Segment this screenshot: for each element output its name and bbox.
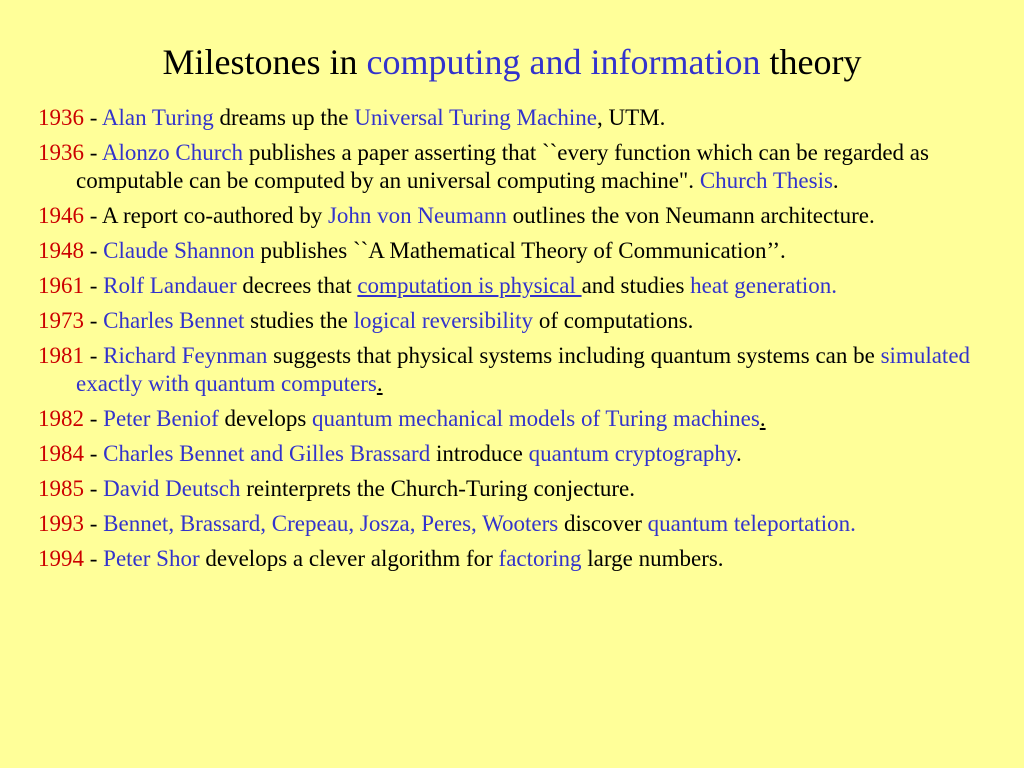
milestone-text: -: [84, 238, 104, 263]
milestone-year: 1936: [38, 140, 84, 165]
milestone-year: 1981: [38, 343, 84, 368]
milestone-highlight: Alan Turing: [101, 105, 214, 130]
milestone-highlight: Rolf Landauer: [103, 273, 237, 298]
milestone-year: 1961: [38, 273, 84, 298]
milestone-highlight: computation is physical: [357, 273, 582, 298]
milestone-text: - A report co-authored by: [84, 203, 328, 228]
milestone-year: 1993: [38, 511, 84, 536]
milestone-highlight: Peter Beniof: [103, 406, 219, 431]
milestone-text: and studies: [581, 273, 691, 298]
milestone-highlight: logical reversibility: [353, 308, 534, 333]
title-highlight: computing and information: [366, 42, 761, 82]
milestone-text: -: [84, 406, 104, 431]
milestone-year: 1946: [38, 203, 84, 228]
milestone-highlight: Bennet, Brassard, Crepeau, Josza, Peres, Wooters: [103, 511, 559, 536]
milestone-year: 1936: [38, 105, 84, 130]
slide-title: [0, 40, 1024, 84]
milestone-text: studies the: [244, 308, 354, 333]
milestone-item: [38, 545, 988, 573]
milestone-text: , UTM.: [597, 105, 666, 130]
milestone-item: [38, 307, 988, 335]
milestone-year: 1982: [38, 406, 84, 431]
milestone-text: -: [84, 546, 104, 571]
milestone-year: 1985: [38, 476, 84, 501]
milestone-year: 1994: [38, 546, 84, 571]
milestone-highlight: Universal Turing Machine: [354, 105, 598, 130]
milestone-text: -: [84, 308, 104, 333]
milestone-text: reinterprets the Church-Turing conjecture.: [240, 476, 636, 501]
milestone-text: discover: [558, 511, 648, 536]
milestone-highlight: quantum cryptography: [528, 441, 736, 466]
milestone-year: 1948: [38, 238, 84, 263]
milestone-highlight: Charles Bennet and Gilles Brassard: [103, 441, 431, 466]
milestone-text: suggests that physical systems including quantum systems can be: [267, 343, 881, 368]
milestone-text: -: [84, 511, 104, 536]
milestones-list: [38, 104, 988, 580]
milestone-text: introduce: [430, 441, 529, 466]
milestone-text: develops a clever algorithm for: [199, 546, 499, 571]
milestone-text: .: [376, 371, 383, 396]
milestone-text: large numbers.: [581, 546, 724, 571]
milestone-highlight: quantum mechanical models of Turing machines: [312, 406, 760, 431]
milestone-highlight: Alonzo Church: [101, 140, 244, 165]
milestone-text: -: [84, 273, 104, 298]
milestone-item: [38, 475, 988, 503]
milestone-item: [38, 342, 988, 398]
milestone-text: -: [84, 105, 102, 130]
milestone-highlight: quantum teleportation.: [647, 511, 856, 536]
milestone-text: dreams up the: [213, 105, 355, 130]
milestone-item: [38, 139, 988, 195]
milestone-item: [38, 104, 988, 132]
milestone-highlight: Church Thesis: [699, 168, 833, 193]
milestone-text: -: [84, 441, 104, 466]
milestone-highlight: simulated exactly with quantum computers: [76, 343, 971, 396]
milestone-text: publishes ``A Mathematical Theory of Communication’’.: [254, 238, 786, 263]
milestone-highlight: Charles Bennet: [103, 308, 245, 333]
milestone-highlight: heat generation.: [690, 273, 838, 298]
milestone-year: 1973: [38, 308, 84, 333]
milestone-text: .: [735, 441, 742, 466]
milestone-highlight: John von Neumann: [327, 203, 507, 228]
milestone-highlight: Richard Feynman: [103, 343, 268, 368]
milestone-text: -: [84, 343, 104, 368]
milestone-text: decrees that: [236, 273, 358, 298]
title-text-end: theory: [760, 42, 862, 82]
milestone-text: outlines the von Neumann architecture.: [506, 203, 875, 228]
milestone-item: [38, 510, 988, 538]
milestone-highlight: factoring: [498, 546, 582, 571]
milestone-highlight: Claude Shannon: [103, 238, 255, 263]
milestone-item: [38, 237, 988, 265]
milestone-text: -: [84, 140, 102, 165]
milestone-text: develops: [218, 406, 313, 431]
milestone-highlight: Peter Shor: [103, 546, 200, 571]
milestone-item: [38, 440, 988, 468]
milestone-item: [38, 272, 988, 300]
milestone-item: [38, 405, 988, 433]
milestone-text: .: [759, 406, 766, 431]
milestone-item: [38, 202, 988, 230]
milestone-text: -: [84, 476, 104, 501]
milestone-highlight: David Deutsch: [103, 476, 241, 501]
milestone-year: 1984: [38, 441, 84, 466]
milestone-text: publishes a paper asserting that ``every function which can be regarded as computable can be computed by an universal computing machine".: [76, 140, 929, 193]
title-text-start: Milestones in: [162, 42, 367, 82]
milestone-text: .: [832, 168, 839, 193]
milestone-text: of computations.: [533, 308, 694, 333]
